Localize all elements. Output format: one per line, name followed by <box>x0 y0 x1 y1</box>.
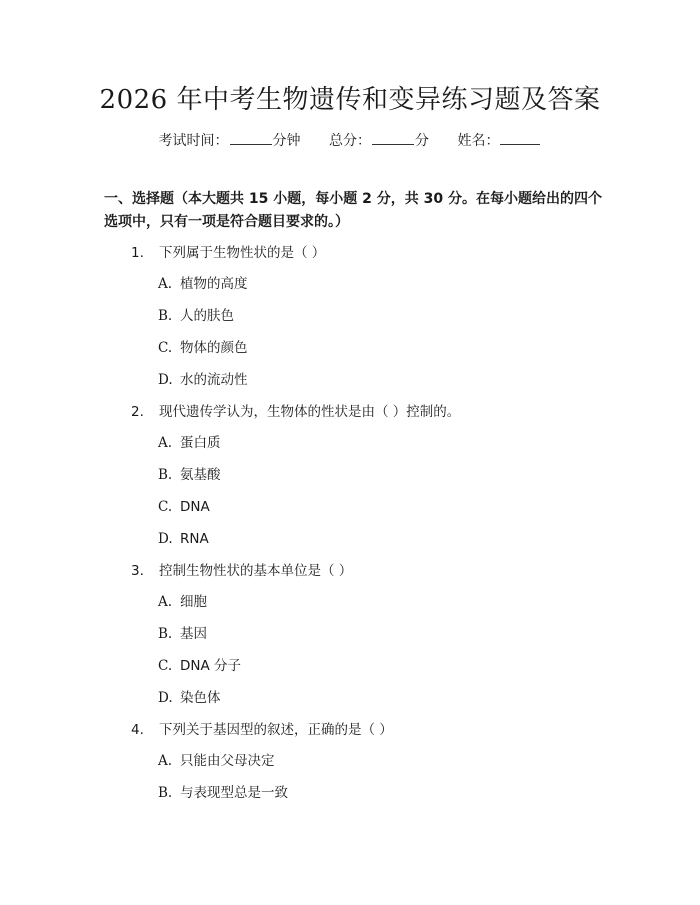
option <box>158 465 221 485</box>
option <box>158 274 248 294</box>
option <box>158 656 241 676</box>
question <box>131 243 325 263</box>
score-unit: 分 <box>415 133 429 149</box>
option <box>158 783 288 803</box>
time-blank <box>230 130 272 145</box>
option-letter: C. <box>158 340 173 356</box>
question-text: 下列属于生物性状的是（ ） <box>159 245 326 261</box>
question-number: 2. <box>131 404 144 420</box>
option-text: 蛋白质 <box>180 435 221 451</box>
name-blank <box>500 130 540 145</box>
option-letter: D. <box>158 690 173 706</box>
option-text: 水的流动性 <box>180 372 248 388</box>
option-text: 植物的高度 <box>180 276 248 292</box>
option-letter: A. <box>158 435 173 451</box>
score-label: 总分： <box>329 133 371 149</box>
time-field <box>159 130 301 151</box>
option <box>158 338 248 358</box>
option-letter: D. <box>158 531 173 547</box>
name-label: 姓名： <box>457 133 500 149</box>
time-unit: 分钟 <box>272 133 301 149</box>
section-heading: 一、选择题（本大题共 15 小题，每小题 2 分，共 30 分。在每小题给出的四个选项中，只有一项是符合题目要求的。） <box>104 191 602 230</box>
option <box>158 370 248 390</box>
option-text: 氨基酸 <box>180 467 221 483</box>
option-letter: C. <box>158 499 173 515</box>
exam-meta <box>0 130 700 151</box>
option <box>158 497 210 517</box>
option-text: 基因 <box>180 626 207 642</box>
option <box>158 592 207 612</box>
option-letter: B. <box>158 308 173 324</box>
option <box>158 433 221 453</box>
option-letter: B. <box>158 467 173 483</box>
score-blank <box>372 130 414 145</box>
option <box>158 529 209 549</box>
question-text: 控制生物性状的基本单位是（ ） <box>159 563 353 579</box>
option <box>158 306 234 326</box>
question-number: 3. <box>131 563 144 579</box>
option-text: 只能由父母决定 <box>180 753 275 769</box>
option <box>158 688 221 708</box>
page-title: 2026 年中考生物遗传和变异练习题及答案 <box>99 85 601 115</box>
option-letter: A. <box>158 594 173 610</box>
option-text: RNA <box>180 531 209 547</box>
question <box>131 561 352 581</box>
option-text: 物体的颜色 <box>180 340 248 356</box>
question-number: 1. <box>131 245 144 261</box>
option <box>158 751 275 771</box>
option-text: 人的肤色 <box>180 308 234 324</box>
option-letter: B. <box>158 626 173 642</box>
option-text: 细胞 <box>180 594 207 610</box>
option-letter: C. <box>158 658 173 674</box>
option <box>158 624 207 644</box>
option-text: 与表现型总是一致 <box>180 785 288 801</box>
time-label: 考试时间： <box>158 133 229 149</box>
option-text: DNA 分子 <box>180 658 242 674</box>
score-field <box>329 130 429 151</box>
option-text: 染色体 <box>180 690 221 706</box>
name-field <box>457 130 541 151</box>
question <box>131 720 393 740</box>
question-text: 下列关于基因型的叙述，正确的是（ ） <box>159 722 393 738</box>
option-text: DNA <box>180 499 210 515</box>
question-number: 4. <box>131 722 144 738</box>
option-letter: A. <box>158 276 173 292</box>
option-letter: A. <box>158 753 173 769</box>
option-letter: D. <box>158 372 173 388</box>
option-letter: B. <box>158 785 173 801</box>
question-text: 现代遗传学认为，生物体的性状是由（ ）控制的。 <box>159 404 461 420</box>
question <box>131 402 460 422</box>
